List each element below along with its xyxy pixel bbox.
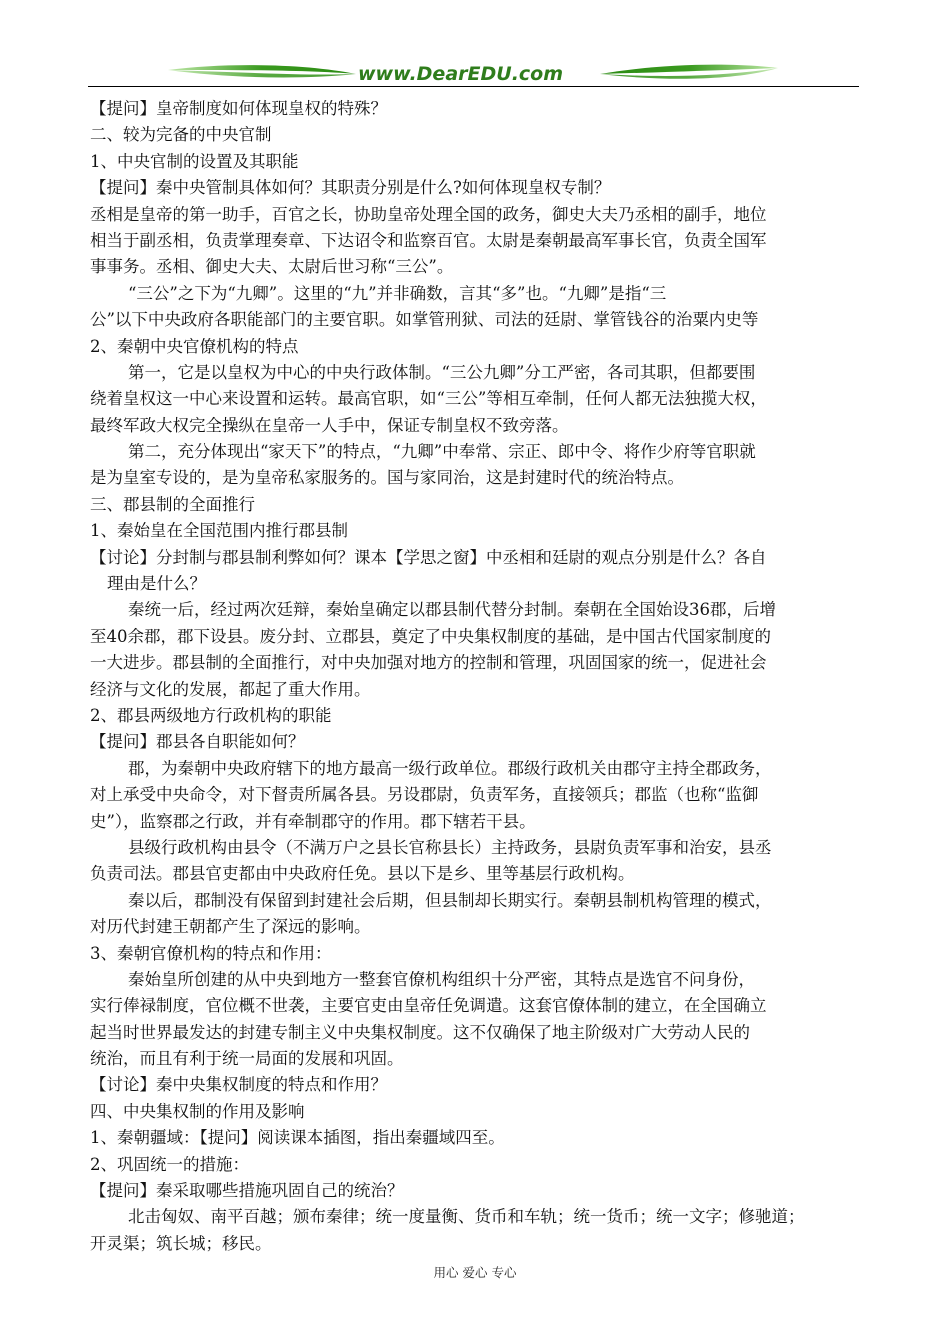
paragraph-line: 北击匈奴、南平百越；颁布秦律；统一度量衡、货币和车轨；统一货币；统一文字；修驰道； <box>128 1207 805 1227</box>
paragraph-line: 相当于副丞相，负责掌理奏章、下达诏令和监察百官。太尉是秦朝最高军事长官，负责全国军 <box>90 230 767 250</box>
paragraph-line: 1、中央官制的设置及其职能 <box>90 151 299 171</box>
paragraph-line: 四、中央集权制的作用及影响 <box>90 1101 305 1121</box>
paragraph-line: 郡，为秦朝中央政府辖下的地方最高一级行政单位。郡级行政机关由郡守主持全郡政务， <box>128 758 772 778</box>
paragraph-line: 至40余郡，郡下设县。废分封、立郡县，奠定了中央集权制度的基础，是中国古代国家制度的 <box>90 626 771 646</box>
paragraph-line: 【讨论】分封制与郡县制利弊如何？课本【学思之窗】中丞相和廷尉的观点分别是什么？各自 <box>90 547 767 567</box>
paragraph-line: 1、秦始皇在全国范围内推行郡县制 <box>90 521 348 541</box>
paragraph-line: 丞相是皇帝的第一助手，百官之长，协助皇帝处理全国的政务，御史大夫乃丞相的副手，地位 <box>90 204 767 224</box>
paragraph-line: 县级行政机构由县令（不满万户之县长官称县长）主持政务，县尉负责军事和治安，县丞 <box>128 837 772 857</box>
paragraph-line: 【提问】秦采取哪些措施巩固自己的统治？ <box>90 1181 404 1201</box>
paragraph-line: 【提问】郡县各自职能如何？ <box>90 732 305 752</box>
paragraph-line: 2、秦朝中央官僚机构的特点 <box>90 336 299 356</box>
paragraph-line: 是为皇室专设的，是为皇帝私家服务的。国与家同治，这是封建时代的统治特点。 <box>90 468 684 488</box>
paragraph-line: 二、较为完备的中央官制 <box>90 125 272 145</box>
header-divider <box>88 86 859 87</box>
paragraph-line: 2、巩固统一的措施： <box>90 1154 249 1174</box>
paragraph-line: 统治，而且有利于统一局面的发展和巩固。 <box>90 1049 404 1069</box>
paragraph-line: “三公”之下为“九卿”。这里的“九”并非确数，言其“多”也。“九卿”是指“三 <box>128 283 667 303</box>
paragraph-line: 【讨论】秦中央集权制度的特点和作用？ <box>90 1075 387 1095</box>
paragraph-line: 第一，它是以皇权为中心的中央行政体制。“三公九卿”分工严密，各司其职，但都要围 <box>128 362 756 382</box>
paragraph-line: 史”），监察郡之行政，并有牵制郡守的作用。郡下辖若干县。 <box>90 811 536 831</box>
paragraph-line: 一大进步。郡县制的全面推行，对中央加强对地方的控制和管理，巩固国家的统一，促进社会 <box>90 653 767 673</box>
paragraph-line: 公”以下中央政府各职能部门的主要官职。如掌管刑狱、司法的廷尉、掌管钱谷的治粟内史等 <box>90 310 759 330</box>
paragraph-line: 起当时世界最发达的封建专制主义中央集权制度。这不仅确保了地主阶级对广大劳动人民的 <box>90 1022 750 1042</box>
paragraph-line: 秦统一后，经过两次廷辩，秦始皇确定以郡县制代替分封制。秦朝在全国始设36郡，后增 <box>128 600 776 620</box>
paragraph-line: 事事务。丞相、御史大夫、太尉后世习称“三公”。 <box>90 257 454 277</box>
paragraph-line: 【提问】皇帝制度如何体现皇权的特殊？ <box>90 99 387 118</box>
paragraph-line: 经济与文化的发展，都起了重大作用。 <box>90 679 371 699</box>
site-url-text: www.DearEDU.com <box>358 63 564 85</box>
paragraph-line: 开灵渠；筑长城；移民。 <box>90 1233 272 1253</box>
page-footer: 用心 爱心 专心 <box>433 1265 517 1280</box>
paragraph-line: 3、秦朝官僚机构的特点和作用： <box>90 943 332 963</box>
paragraph-line: 秦以后，郡制没有保留到封建社会后期，但县制却长期实行。秦朝县制机构管理的模式， <box>128 890 772 910</box>
paragraph-line: 第二，充分体现出“家天下”的特点，“九卿”中奉常、宗正、郎中令、将作少府等官职就 <box>128 442 756 462</box>
paragraph-line: 对上承受中央命令，对下督责所属各县。另设郡尉，负责军务，直接领兵；郡监（也称“监御 <box>90 785 759 805</box>
paragraph-line: 最终军政大权完全操纵在皇帝一人手中，保证专制皇权不致旁落。 <box>90 415 569 435</box>
document-body <box>90 96 860 1257</box>
paragraph-line: 2、郡县两级地方行政机构的职能 <box>90 705 332 725</box>
paragraph-line: 【提问】秦中央管制具体如何？其职责分别是什么?如何体现皇权专制？ <box>90 178 611 198</box>
paragraph-line: 秦始皇所创建的从中央到地方一整套官僚机构组织十分严密，其特点是选官不问身份， <box>128 969 755 989</box>
paragraph-line: 实行俸禄制度，官位概不世袭，主要官吏由皇帝任免调遣。这套官僚体制的建立，在全国确立 <box>90 996 767 1016</box>
paragraph-line: 1、秦朝疆域：【提问】阅读课本插图，指出秦疆域四至。 <box>90 1128 505 1148</box>
paragraph-line: 绕着皇权这一中心来设置和运转。最高官职，如“三公”等相互牵制，任何人都无法独揽大权， <box>90 389 767 409</box>
paragraph-line: 负责司法。郡县官吏都由中央政府任免。县以下是乡、里等基层行政机构。 <box>90 864 635 884</box>
paragraph-line: 三、郡县制的全面推行 <box>90 494 255 514</box>
paragraph-line: 对历代封建王朝都产生了深远的影响。 <box>90 917 371 937</box>
header-logo <box>88 56 858 90</box>
site-header-banner <box>88 56 858 90</box>
paragraph-line: 理由是什么？ <box>107 574 206 594</box>
